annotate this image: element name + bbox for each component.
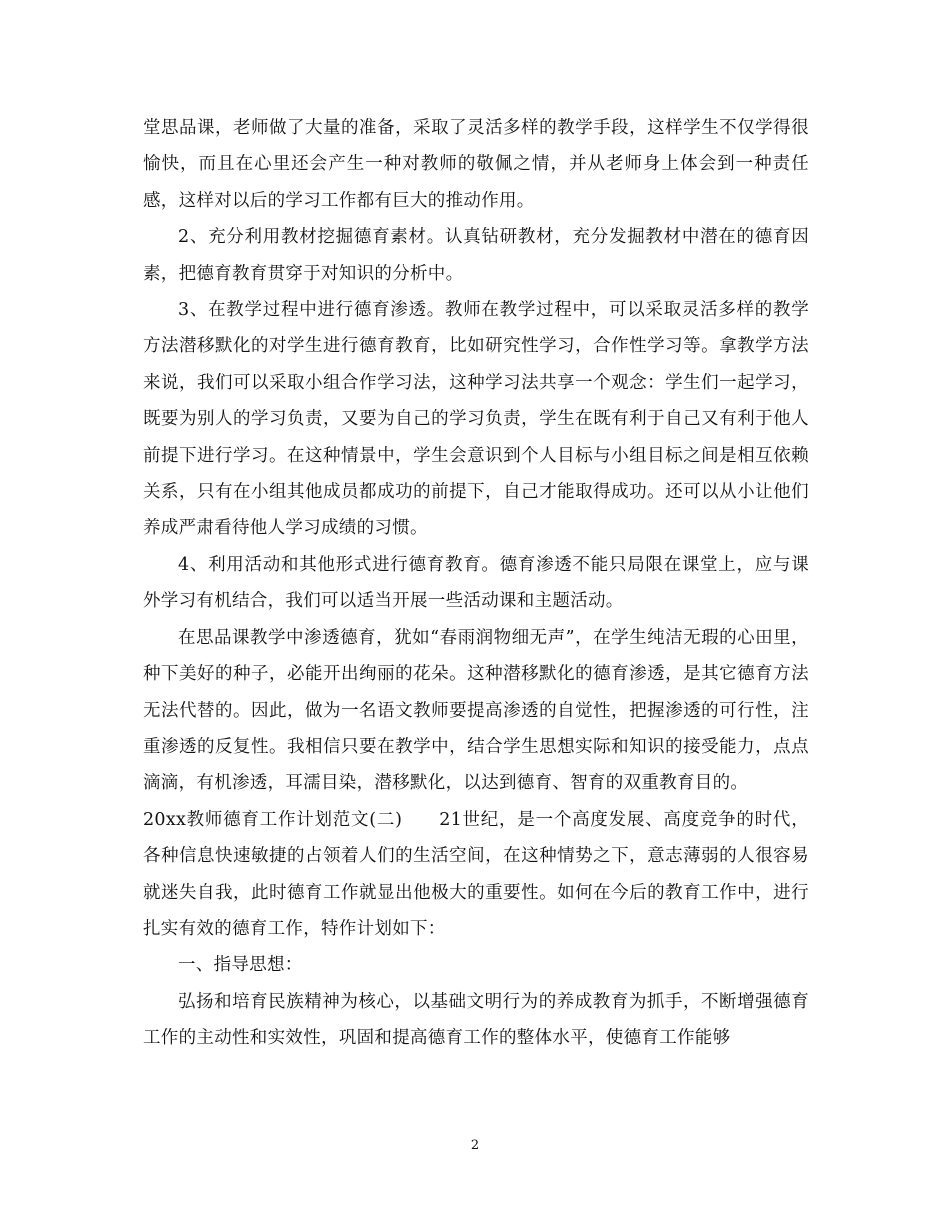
paragraph-guiding-ideology: 弘扬和培育民族精神为核心，以基础文明行为的养成教育为抓手，不断增强德育工作的主动性和实效性，巩固和提高德育工作的整体水平，使德育工作能够 — [143, 991, 809, 1049]
page-number: 2 — [470, 1138, 480, 1153]
paragraph-section-two-intro: 20xx教师德育工作计划范文(二) 21世纪，是一个高度发展、高度竞争的时代，各种信息快速敏捷的占领着人们的生活空间，在这种情势之下，意志薄弱的人很容易就迷失自我，此时德育工作就显出他极大的重要性。如何在今后的教育工作中，进行扎实有效的德育工作，特作计划如下： — [143, 809, 809, 939]
paragraph-point-4: 4、利用活动和其他形式进行德育教育。德育渗透不能只局限在课堂上，应与课外学习有机结合，我们可以适当开展一些活动课和主题活动。 — [143, 554, 809, 612]
paragraph-point-2: 2、充分利用教材挖掘德育素材。认真钻研教材，充分发掘教材中潜在的德育因素，把德育教育贯穿于对知识的分析中。 — [143, 227, 809, 284]
paragraph-point-3: 3、在教学过程中进行德育渗透。教师在教学过程中，可以采取灵活多样的教学方法潜移默化的对学生进行德育教育，比如研究性学习，合作性学习等。拿教学方法来说，我们可以采取小组合作学习法，这种学习法共享一个观念：学生们一起学习，既要为别人的学习负责，又要为自己的学习负责，学生在既有利于自己又有利于他人前提下进行学习。在这种情景中，学生会意识到个人目标与小组目标之间是相互依赖关系，只有在小组其他成员都成功的前提下，自己才能取得成功。还可以从小让他们养成严肃看待他人学习成绩的习惯。 — [143, 300, 809, 539]
document-body — [143, 110, 809, 1057]
paragraph-continuation: 堂思品课，老师做了大量的准备，采取了灵活多样的教学手段，这样学生不仅学得很愉快，而且在心里还会产生一种对教师的敬佩之情，并从老师身上体会到一种责任感，这样对以后的学习工作都有巨大的推动作用。 — [143, 118, 809, 211]
paragraph-conclusion: 在思品课教学中渗透德育，犹如“春雨润物细无声”，在学生纯洁无瑕的心田里，种下美好的种子，必能开出绚丽的花朵。这种潜移默化的德育渗透，是其它德育方法无法代替的。因此，做为一名语文教师要提高渗透的自觉性，把握渗透的可行性，注重渗透的反复性。我相信只要在教学中，结合学生思想实际和知识的接受能力，点点滴滴，有机渗透，耳濡目染，潜移默化，以达到德育、智育的双重教育目的。 — [143, 627, 809, 794]
heading-guiding-ideology: 一、指导思想： — [178, 955, 303, 976]
